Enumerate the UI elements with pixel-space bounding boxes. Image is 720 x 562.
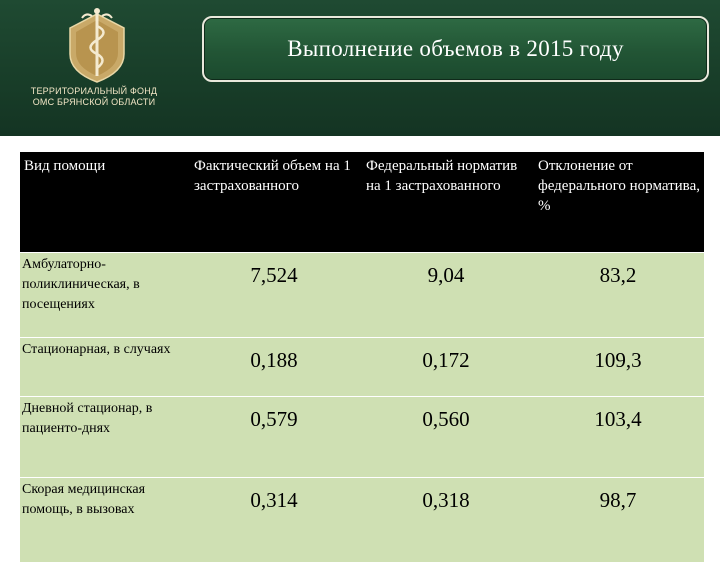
caduceus-shield-icon — [62, 6, 132, 86]
cell-actual: 0,188 — [188, 338, 360, 397]
cell-deviation: 98,7 — [532, 478, 704, 562]
cell-deviation: 109,3 — [532, 338, 704, 397]
column-header-actual: Фактический объем на 1 застрахованного — [188, 152, 360, 253]
table-row — [20, 478, 704, 562]
table-row — [20, 397, 704, 478]
column-header-deviation: Отклонение от федерального норматива, % — [532, 152, 704, 253]
org-name-line2: ОМС БРЯНСКОЙ ОБЛАСТИ — [14, 97, 174, 108]
cell-deviation: 83,2 — [532, 253, 704, 338]
org-name-line1: ТЕРРИТОРИАЛЬНЫЙ ФОНД — [14, 86, 174, 97]
cell-federal: 9,04 — [360, 253, 532, 338]
org-name — [14, 86, 174, 108]
table-header-row — [20, 152, 704, 253]
column-header-federal: Федеральный норматив на 1 застрахованного — [360, 152, 532, 253]
column-header-kind: Вид помощи — [20, 152, 188, 253]
volumes-table — [20, 152, 704, 562]
cell-deviation: 103,4 — [532, 397, 704, 478]
page-title: Выполнение объемов в 2015 году — [287, 36, 624, 62]
cell-kind: Амбулаторно-поликлиническая, в посещениях — [20, 253, 188, 338]
cell-actual: 0,579 — [188, 397, 360, 478]
cell-federal: 0,560 — [360, 397, 532, 478]
cell-kind: Стационарная, в случаях — [20, 338, 188, 397]
cell-actual: 7,524 — [188, 253, 360, 338]
header-divider — [0, 136, 720, 146]
table-container — [20, 152, 704, 518]
cell-federal: 0,318 — [360, 478, 532, 562]
cell-federal: 0,172 — [360, 338, 532, 397]
cell-actual: 0,314 — [188, 478, 360, 562]
cell-kind: Скорая медицинская помощь, в вызовах — [20, 478, 188, 562]
table-row — [20, 253, 704, 338]
cell-kind: Дневной стационар, в пациенто-днях — [20, 397, 188, 478]
table-row — [20, 338, 704, 397]
header-band — [0, 0, 720, 136]
title-box — [202, 16, 709, 82]
